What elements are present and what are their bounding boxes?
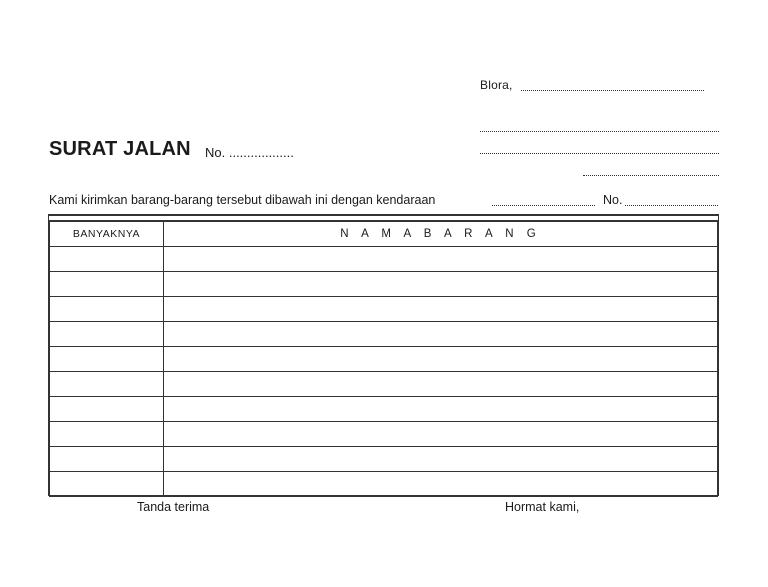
- city-date-label: Blora,: [480, 78, 513, 92]
- items-table: [49, 221, 718, 497]
- quantity-cell[interactable]: [50, 372, 164, 397]
- column-header-quantity: BANYAKNYA: [50, 222, 164, 247]
- signature-sender: Hormat kami,: [505, 500, 580, 514]
- item-name-cell[interactable]: [164, 297, 718, 322]
- table-row: [50, 447, 718, 472]
- table-row: [50, 472, 718, 497]
- item-name-cell[interactable]: [164, 422, 718, 447]
- item-name-cell[interactable]: [164, 322, 718, 347]
- plate-number-label: No.: [603, 193, 623, 207]
- table-row: [50, 247, 718, 272]
- column-header-item-name: N A M A B A R A N G: [164, 222, 718, 247]
- table-body: [50, 247, 718, 497]
- items-table-frame: [48, 214, 719, 496]
- table-row: [50, 397, 718, 422]
- vehicle-statement: Kami kirimkan barang-barang tersebut dibawah ini dengan kendaraan: [49, 193, 436, 207]
- quantity-cell[interactable]: [50, 347, 164, 372]
- address-dotted-line-3: [583, 175, 719, 176]
- quantity-cell[interactable]: [50, 472, 164, 497]
- item-name-cell[interactable]: [164, 247, 718, 272]
- item-name-cell[interactable]: [164, 372, 718, 397]
- signature-receiver: Tanda terima: [137, 500, 210, 514]
- quantity-cell[interactable]: [50, 297, 164, 322]
- document-title: SURAT JALAN: [49, 138, 191, 160]
- quantity-cell[interactable]: [50, 247, 164, 272]
- quantity-cell[interactable]: [50, 322, 164, 347]
- vehicle-dotted-line: [492, 205, 595, 206]
- table-row: [50, 322, 718, 347]
- table-row: [50, 372, 718, 397]
- document-number: No. ..................: [205, 145, 294, 160]
- item-name-cell[interactable]: [164, 397, 718, 422]
- quantity-cell[interactable]: [50, 422, 164, 447]
- item-name-cell[interactable]: [164, 447, 718, 472]
- table-row: [50, 297, 718, 322]
- item-name-cell[interactable]: [164, 272, 718, 297]
- table-row: [50, 422, 718, 447]
- date-dotted-line: [521, 90, 704, 91]
- quantity-cell[interactable]: [50, 447, 164, 472]
- address-dotted-line-2: [480, 153, 719, 154]
- address-dotted-line-1: [480, 131, 719, 132]
- table-row: [50, 347, 718, 372]
- plate-number-dotted-line: [625, 205, 718, 206]
- item-name-cell[interactable]: [164, 472, 718, 497]
- item-name-cell[interactable]: [164, 347, 718, 372]
- table-row: [50, 272, 718, 297]
- quantity-cell[interactable]: [50, 397, 164, 422]
- table-header-row: [50, 222, 718, 247]
- quantity-cell[interactable]: [50, 272, 164, 297]
